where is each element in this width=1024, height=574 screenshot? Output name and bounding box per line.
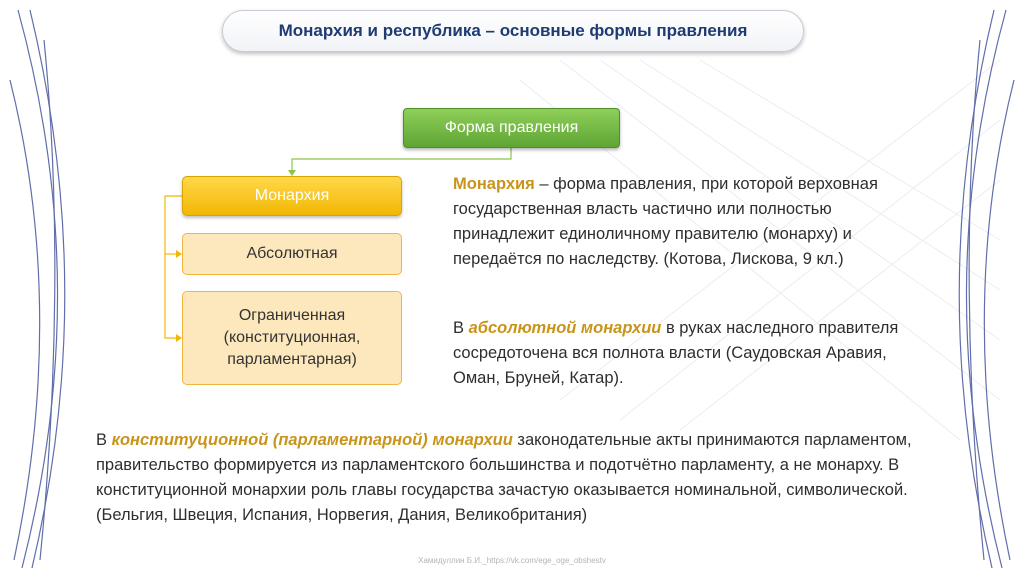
definition-term: Монархия xyxy=(453,175,535,193)
absolute-monarchy-paragraph xyxy=(453,316,923,391)
constitutional-pre: В xyxy=(96,431,112,449)
node-absolute: Абсолютная xyxy=(182,233,402,275)
node-limited-label: Ограниченная (конституционная, парламентарная) xyxy=(223,307,361,368)
constitutional-term: конституционной (парламентарной) монархии xyxy=(111,431,513,449)
absolute-pre: В xyxy=(453,319,469,337)
node-limited xyxy=(182,291,402,385)
page-title: Монархия и республика – основные формы правления xyxy=(222,10,804,52)
monarchy-definition xyxy=(453,172,923,272)
constitutional-monarchy-paragraph xyxy=(96,428,946,528)
absolute-term: абсолютной монархии xyxy=(468,319,662,337)
absolute-text: в руках наследного правителя сосредоточена вся полнота власти (Саудовская Аравия, Оман, Бруней, Катар). xyxy=(453,319,899,387)
node-monarchy: Монархия xyxy=(182,176,402,216)
footer-credit: Хамидуллин Б.И._https://vk.com/ege_oge_obshestv xyxy=(418,556,606,565)
definition-text: – форма правления, при которой верховная государственная власть частично или полностью принадлежит единоличному правителю (монарху) и передаётся по наследству. (Котова, Лискова, 9 кл.) xyxy=(453,175,878,268)
root-node-form-of-government: Форма правления xyxy=(403,108,620,148)
constitutional-text: законодательные акты принимаются парламентом, правительство формируется из парламентского большинства и подотчётно парламенту, а не монарху. В конституционной монархии роль главы государства зачастую оказывается номинальной, символической. (Бельгия, Швеция, Испания, Норвегия, Дания, Великобритания) xyxy=(96,431,912,524)
